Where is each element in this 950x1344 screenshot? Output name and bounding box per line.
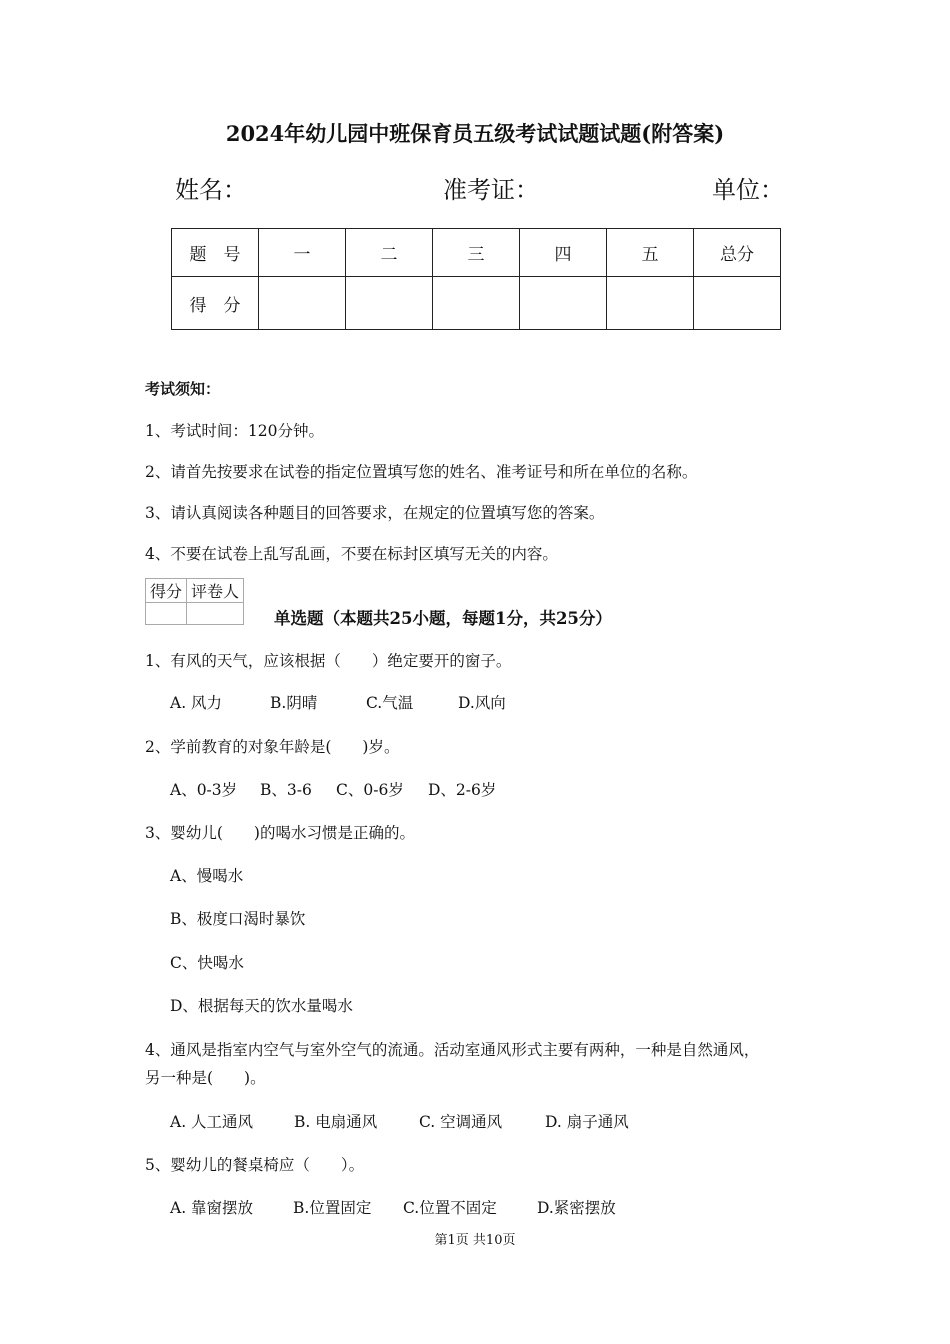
option: B.阴晴	[270, 694, 318, 712]
question-stem: 1、有风的天气，应该根据（ ）绝定要开的窗子。	[145, 652, 512, 670]
option: B. 电扇通风	[294, 1113, 378, 1131]
grader-name-cell	[187, 603, 244, 625]
score-table-header-cell: 五	[607, 229, 694, 277]
grader-name-label: 评卷人	[187, 579, 244, 603]
score-table-header-cell: 题 号	[172, 229, 259, 277]
option: B、3-6	[260, 781, 312, 799]
score-table	[171, 228, 781, 330]
option: C.位置不固定	[403, 1199, 497, 1217]
score-cell	[520, 277, 607, 330]
option: C、0-6岁	[336, 781, 404, 799]
question-options	[170, 1196, 616, 1218]
option: A. 风力	[170, 694, 223, 712]
score-cell	[694, 277, 781, 330]
question-options	[170, 1110, 629, 1132]
notice-item: 3、请认真阅读各种题目的回答要求，在规定的位置填写您的答案。	[145, 504, 605, 522]
option: C.气温	[366, 694, 414, 712]
option: B.位置固定	[293, 1199, 372, 1217]
score-table-score-row	[172, 277, 781, 330]
question-options	[170, 778, 496, 800]
score-table-header-cell: 三	[433, 229, 520, 277]
name-label: 姓名：	[175, 176, 247, 204]
option: D.紧密摆放	[537, 1199, 616, 1217]
score-table-header-cell: 一	[259, 229, 346, 277]
option: B、极度口渴时暴饮	[170, 910, 306, 928]
question-stem: 2、学前教育的对象年龄是( )岁。	[145, 738, 400, 756]
page-footer: 第1页 共10页	[434, 1233, 516, 1248]
grader-score-label: 得分	[146, 579, 187, 603]
score-table-header-row	[172, 229, 781, 277]
option: D、2-6岁	[428, 781, 497, 799]
document-title: 2024年幼儿园中班保育员五级考试试题试题(附答案)	[225, 121, 725, 146]
score-cell	[259, 277, 346, 330]
question-stem: 4、通风是指室内空气与室外空气的流通。活动室通风形式主要有两种，一种是自然通风，	[145, 1041, 760, 1059]
option: A、0-3岁	[170, 781, 238, 799]
score-cell	[346, 277, 433, 330]
score-table-header-cell: 二	[346, 229, 433, 277]
score-table-header-cell: 总分	[694, 229, 781, 277]
option: D.风向	[458, 694, 506, 712]
section-title: 单选题（本题共25小题，每题1分，共25分）	[274, 609, 612, 628]
unit-label: 单位：	[712, 176, 784, 204]
score-cell	[433, 277, 520, 330]
question-stem-continued: 另一种是( )。	[145, 1069, 266, 1087]
score-table-header-cell: 四	[520, 229, 607, 277]
exam-number-label: 准考证：	[443, 176, 539, 204]
score-row-label: 得 分	[172, 277, 259, 330]
notice-item: 4、不要在试卷上乱写乱画，不要在标封区填写无关的内容。	[145, 545, 558, 563]
grader-score-cell	[146, 603, 187, 625]
question-stem: 3、婴幼儿( )的喝水习惯是正确的。	[145, 824, 415, 842]
option: C. 空调通风	[419, 1113, 503, 1131]
notice-item: 1、考试时间：120分钟。	[145, 422, 324, 440]
option: D. 扇子通风	[545, 1113, 629, 1131]
score-cell	[607, 277, 694, 330]
option: D、根据每天的饮水量喝水	[170, 997, 353, 1015]
grader-box	[145, 578, 244, 625]
option: A. 人工通风	[170, 1113, 254, 1131]
option: C、快喝水	[170, 954, 244, 972]
option: A. 靠窗摆放	[170, 1199, 254, 1217]
notice-heading: 考试须知：	[145, 380, 221, 398]
question-stem: 5、婴幼儿的餐桌椅应（ ）。	[145, 1156, 365, 1174]
notice-item: 2、请首先按要求在试卷的指定位置填写您的姓名、准考证号和所在单位的名称。	[145, 463, 698, 481]
question-options	[170, 691, 506, 713]
option: A、慢喝水	[170, 867, 244, 885]
